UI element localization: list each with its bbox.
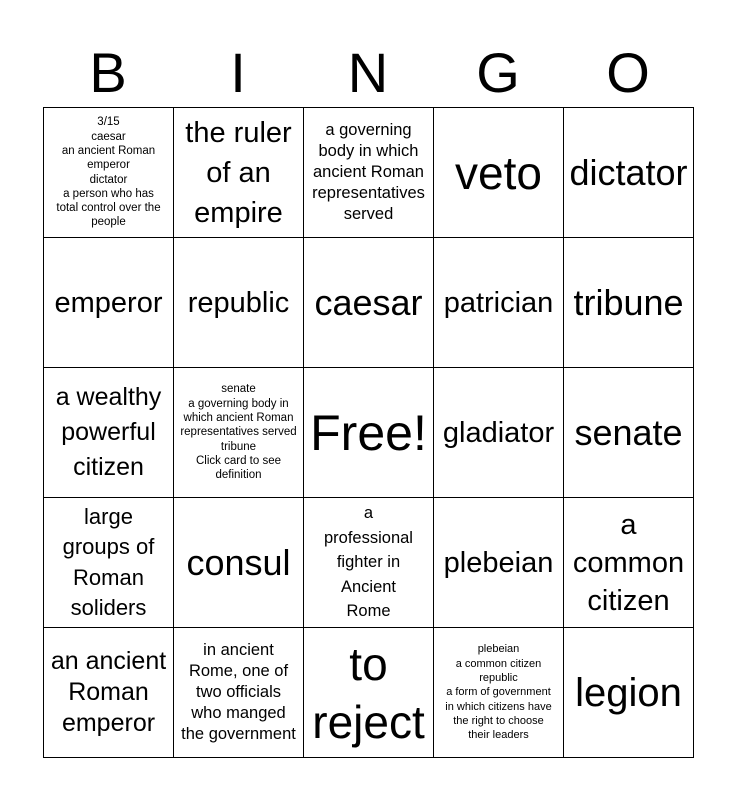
bingo-header xyxy=(43,40,693,106)
header-letter-i: I xyxy=(230,41,246,104)
bingo-cell[interactable] xyxy=(174,498,304,628)
cell-text: a governing body in which ancient Roman representatives served xyxy=(312,121,425,223)
cell-text: a wealthy powerful citizen xyxy=(55,383,162,481)
header-letter-b: B xyxy=(89,41,127,104)
bingo-cell[interactable] xyxy=(304,368,434,498)
bingo-cell[interactable] xyxy=(304,238,434,368)
bingo-cell[interactable] xyxy=(304,498,434,628)
bingo-cell[interactable] xyxy=(174,238,304,368)
cell-text: in ancient Rome, one of two officials who manged the government xyxy=(181,641,296,743)
cell-text: caesar xyxy=(314,281,423,323)
bingo-cell[interactable] xyxy=(44,108,174,238)
bingo-cell[interactable] xyxy=(434,498,564,628)
cell-text: republic xyxy=(187,286,290,319)
board-row-2 xyxy=(44,238,694,368)
cell-text: 3/15 caesar an ancient Roman emperor dictator a person who has total control over the people xyxy=(56,116,161,229)
bingo-cell[interactable] xyxy=(44,628,174,758)
cell-text: plebeian a common citizen republic a form of government in which citizens have the right to choose their leaders xyxy=(445,643,552,742)
cell-text: senate a governing body in which ancient Roman representatives served tribune Click card to see definition xyxy=(180,383,297,482)
cell-text: an ancient Roman emperor xyxy=(50,647,167,737)
cell-text: patrician xyxy=(443,286,554,319)
bingo-cell[interactable] xyxy=(564,238,694,368)
bingo-cell[interactable] xyxy=(434,628,564,758)
bingo-cell[interactable] xyxy=(44,238,174,368)
cell-text: gladiator xyxy=(442,416,555,449)
board-row-4 xyxy=(44,498,694,628)
cell-text: to reject xyxy=(312,637,425,748)
bingo-cell[interactable] xyxy=(174,108,304,238)
header-letter-o: O xyxy=(606,41,650,104)
bingo-cell[interactable] xyxy=(304,628,434,758)
board-row-3 xyxy=(44,368,694,498)
cell-text: veto xyxy=(455,146,542,199)
bingo-cell[interactable] xyxy=(434,108,564,238)
bingo-cell[interactable] xyxy=(44,368,174,498)
bingo-cell[interactable] xyxy=(564,108,694,238)
cell-text: the ruler of an empire xyxy=(185,116,292,229)
cell-text: tribune xyxy=(573,281,684,323)
free-space: Free! xyxy=(310,404,427,461)
bingo-cell[interactable] xyxy=(434,368,564,498)
cell-text: a common citizen xyxy=(572,508,685,617)
cell-text: consul xyxy=(186,541,291,583)
board-row-5 xyxy=(44,628,694,758)
bingo-board xyxy=(43,107,694,758)
cell-text: legion xyxy=(575,670,682,715)
bingo-cell[interactable] xyxy=(434,238,564,368)
bingo-cell[interactable] xyxy=(564,628,694,758)
header-letter-g: G xyxy=(476,41,520,104)
board-row-1 xyxy=(44,108,694,238)
cell-text: dictator xyxy=(569,151,688,193)
cell-text: large groups of Roman soliders xyxy=(62,503,155,620)
bingo-cell[interactable] xyxy=(304,108,434,238)
bingo-cell[interactable] xyxy=(174,368,304,498)
bingo-cell[interactable] xyxy=(174,628,304,758)
cell-text: senate xyxy=(574,411,683,453)
bingo-cell[interactable] xyxy=(564,368,694,498)
bingo-cell[interactable] xyxy=(564,498,694,628)
header-letter-n: N xyxy=(347,41,389,104)
cell-text: plebeian xyxy=(443,546,554,579)
cell-text: a professional fighter in Ancient Rome xyxy=(324,504,413,621)
bingo-cell[interactable] xyxy=(44,498,174,628)
cell-text: emperor xyxy=(54,286,163,319)
